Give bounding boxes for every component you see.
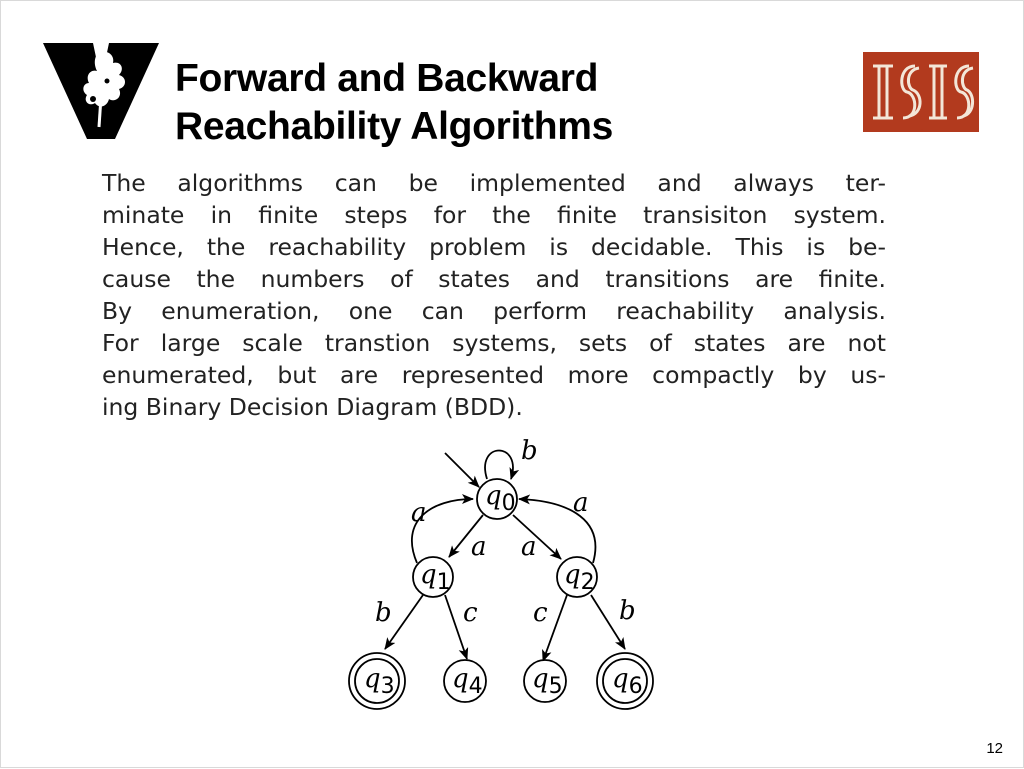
- edge-label-q0-q2: a: [521, 532, 537, 562]
- body-line-1: The algorithms can be implemented and always ter-: [102, 169, 886, 197]
- initial-arrow: [445, 453, 479, 487]
- title-line-1: Forward and Backward: [175, 57, 599, 100]
- edge-label-q0-q1: a: [471, 532, 487, 562]
- state-q5-label: $q_5$: [532, 664, 563, 699]
- body-line-6: For large scale transtion systems, sets of states are not: [102, 329, 886, 357]
- state-q6-label: $q_6$: [612, 664, 643, 699]
- edge-label-q1-q3: b: [375, 598, 392, 628]
- body-line-4: cause the numbers of states and transitions are finite.: [102, 265, 886, 293]
- state-q4-label: $q_4$: [452, 664, 483, 699]
- state-q2-label: $q_2$: [564, 560, 595, 595]
- edge-label-q2-q6: b: [619, 596, 636, 626]
- state-q0-label: $q_0$: [485, 481, 516, 516]
- body-line-3: Hence, the reachability problem is decidable. This is be-: [102, 233, 886, 261]
- page-number: 12: [986, 740, 1003, 757]
- edge-q0-q0: [485, 451, 513, 480]
- body-line-8: ing Binary Decision Diagram (BDD).: [102, 393, 523, 421]
- edge-label-q1-q0: a: [411, 498, 427, 528]
- state-q3-label: $q_3$: [364, 664, 395, 699]
- body-line-2: minate in finite steps for the finite transisiton system.: [102, 201, 886, 229]
- edge-label-q2-q0: a: [573, 488, 589, 518]
- edge-label-q1-q4: c: [463, 598, 478, 628]
- body-line-7: enumerated, but are represented more compactly by us-: [102, 361, 886, 389]
- state-q1-label: $q_1$: [420, 560, 451, 595]
- edge-label-q2-q5: c: [533, 598, 548, 628]
- body-line-5: By enumeration, one can perform reachability analysis.: [102, 297, 886, 325]
- edge-label-q0-q0: b: [521, 436, 538, 466]
- state-diagram: [1, 1, 1024, 769]
- title-line-2: Reachability Algorithms: [175, 105, 614, 148]
- isis-logo-text: ISIS: [921, 130, 923, 131]
